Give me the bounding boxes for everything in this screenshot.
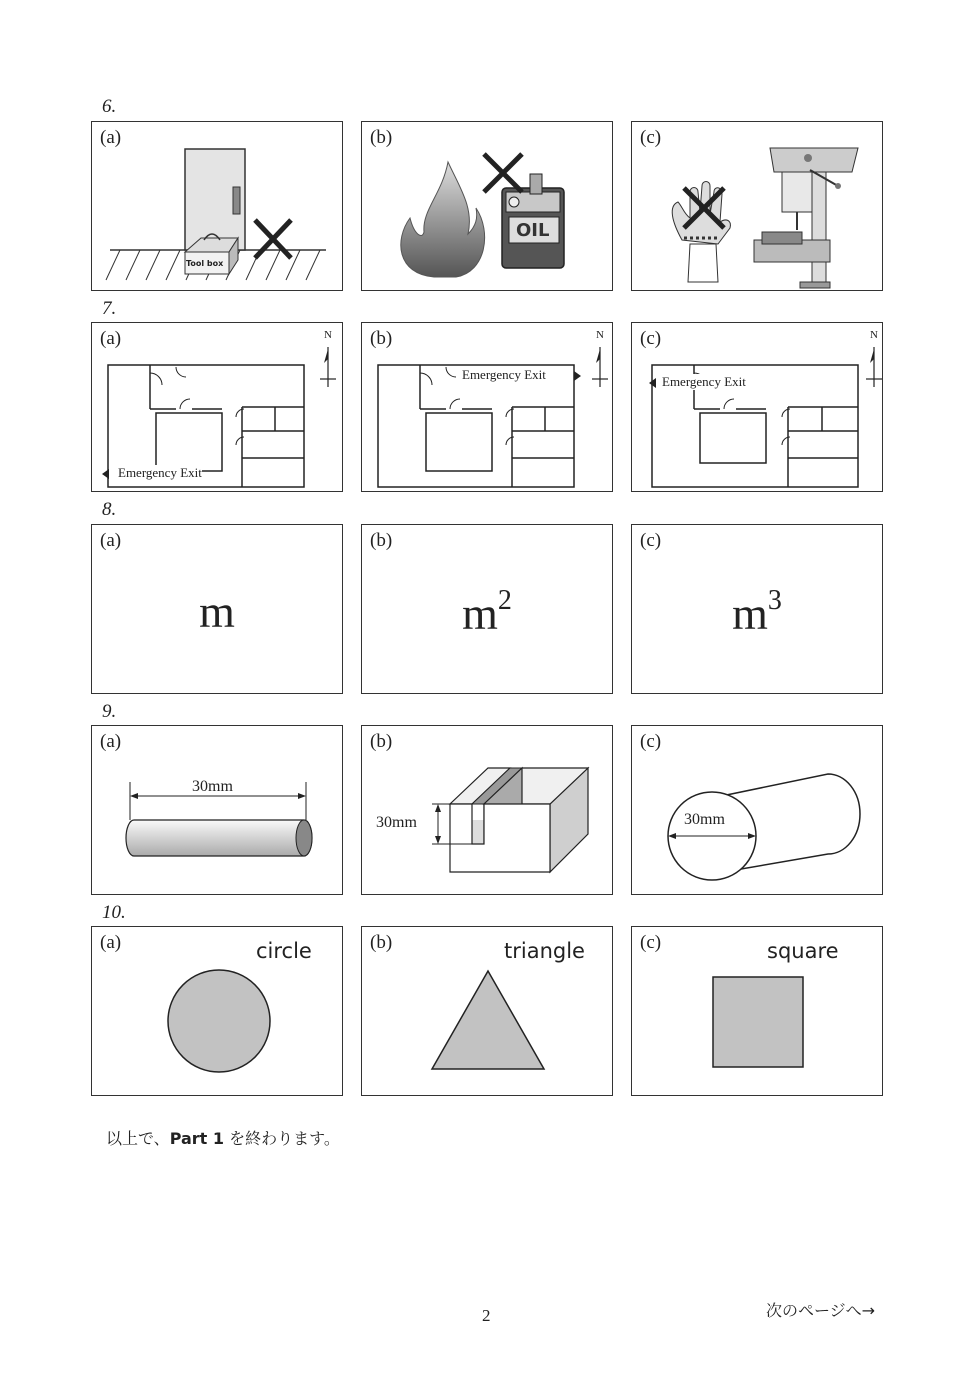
- question-number-7: 7.: [102, 298, 117, 319]
- shape-name-square: square: [767, 939, 839, 963]
- floor-plan: [632, 323, 884, 493]
- q7-option-c[interactable]: [631, 322, 883, 492]
- q8-option-a[interactable]: [91, 524, 343, 694]
- prohibition-cross-icon: [255, 220, 291, 258]
- page-number: 2: [482, 1306, 491, 1325]
- oil-label: OIL: [516, 220, 550, 241]
- q7-option-b[interactable]: [361, 322, 613, 492]
- dimension-label: 30mm: [376, 814, 417, 831]
- question-number-10: 10.: [102, 902, 126, 923]
- unit-cubic-meter: $m^3$: [732, 585, 782, 639]
- floor-plan: [362, 323, 614, 493]
- compass-north-icon: [592, 347, 608, 387]
- q9-option-b[interactable]: [361, 725, 613, 895]
- q7-option-a[interactable]: [91, 322, 343, 492]
- option-label: (a): [100, 932, 122, 953]
- emergency-exit-label: Emergency Exit: [118, 465, 202, 480]
- prohibition-cross-icon: [484, 154, 522, 192]
- channel-block-diagram: [362, 726, 614, 896]
- dimension-label: 30mm: [192, 778, 233, 795]
- question-number-8: 8.: [102, 499, 117, 520]
- option-label: (b): [370, 731, 393, 752]
- unit-square-meter: $m^2$: [462, 585, 512, 639]
- emergency-exit-label: Emergency Exit: [662, 374, 746, 389]
- q6-option-b[interactable]: [361, 121, 613, 291]
- option-label: (c): [640, 328, 662, 349]
- square-shape: [632, 927, 884, 1097]
- compass-north-icon: [866, 347, 882, 387]
- emergency-exit-label: Emergency Exit: [462, 367, 546, 382]
- q10-option-c[interactable]: [631, 926, 883, 1096]
- fire-oil-illustration: [362, 122, 614, 292]
- option-label: (a): [100, 127, 122, 148]
- rod: [126, 820, 312, 856]
- question-number-6: 6.: [102, 96, 117, 117]
- door-handle: [233, 187, 240, 214]
- q9-option-c[interactable]: [631, 725, 883, 895]
- north-label: N: [870, 329, 878, 341]
- option-label: (c): [640, 127, 662, 148]
- rod-length-diagram: [92, 726, 344, 896]
- option-label: (b): [370, 530, 393, 551]
- option-label: (c): [640, 731, 662, 752]
- exit-arrow-icon: [102, 469, 109, 479]
- option-label: (c): [640, 530, 662, 551]
- fire-flame: [401, 162, 485, 277]
- glove-drill-press-illustration: [632, 122, 884, 294]
- gloved-hand: [672, 182, 730, 283]
- q10-option-a[interactable]: [91, 926, 343, 1096]
- option-label: (b): [370, 328, 393, 349]
- toolbox-label: Tool box: [186, 259, 224, 268]
- north-label: N: [324, 329, 332, 341]
- option-label: (c): [640, 932, 662, 953]
- dimension-label: 30mm: [684, 811, 725, 828]
- end-of-part-note: 以上で、Part 1 を終わります。: [106, 1129, 340, 1148]
- q10-option-b[interactable]: [361, 926, 613, 1096]
- q9-option-a[interactable]: [91, 725, 343, 895]
- q6-option-c[interactable]: [631, 121, 883, 291]
- q8-option-c[interactable]: [631, 524, 883, 694]
- shape-name-triangle: triangle: [504, 939, 585, 963]
- option-label: (a): [100, 530, 122, 551]
- compass-north-icon: [320, 347, 336, 387]
- option-label: (b): [370, 932, 393, 953]
- option-label: (a): [100, 731, 122, 752]
- cylinder-diameter-diagram: [632, 726, 884, 896]
- q6-option-a[interactable]: [91, 121, 343, 291]
- drill-press: [754, 148, 858, 288]
- option-label: (a): [100, 328, 122, 349]
- unit-meter: m: [199, 586, 235, 637]
- shape-name-circle: circle: [256, 939, 312, 963]
- exit-arrow-icon: [574, 371, 581, 381]
- option-label: (b): [370, 127, 393, 148]
- next-page-indicator: 次のページへ→: [766, 1301, 876, 1320]
- north-label: N: [596, 329, 604, 341]
- question-number-9: 9.: [102, 701, 117, 722]
- q8-option-b[interactable]: [361, 524, 613, 694]
